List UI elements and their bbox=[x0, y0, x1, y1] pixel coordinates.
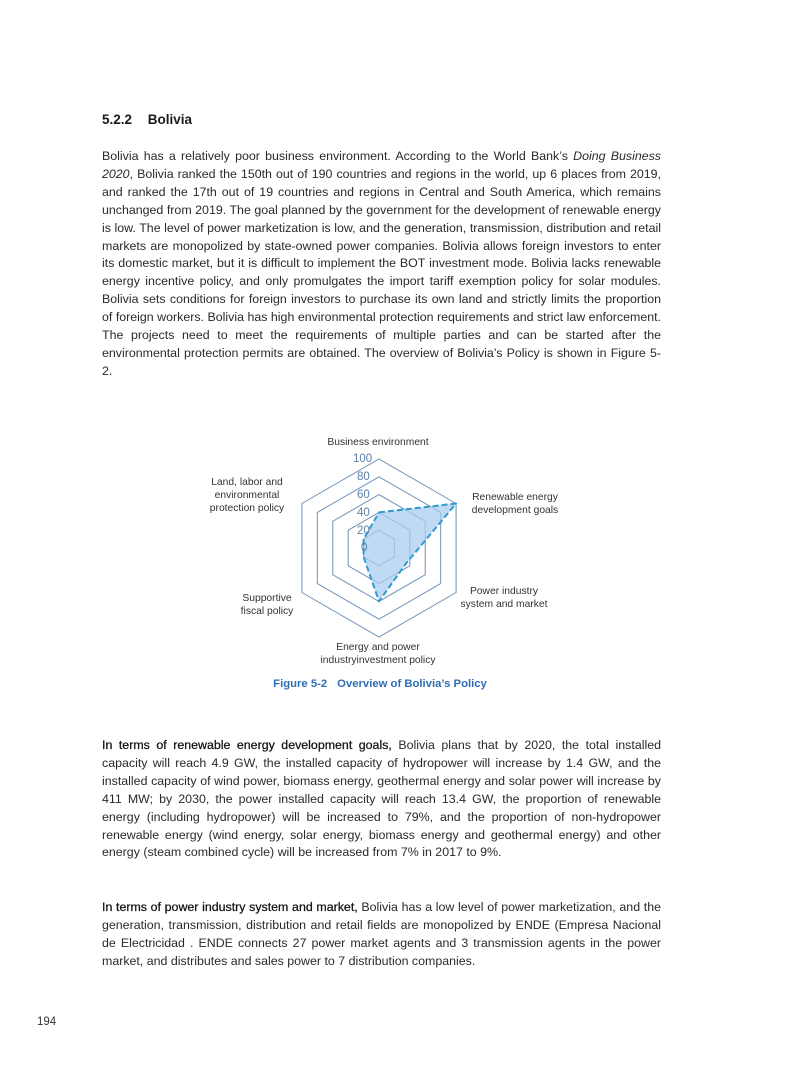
axis-label-line: Power industry bbox=[469, 586, 539, 597]
axis-label-line: environmental bbox=[214, 490, 280, 501]
paragraph-text: , Bolivia ranked the 150th out of 190 countries and regions in the world, up 6 places from 2019, and ranked the 17th out of 19 countries and regions in Central and South America, which remains unchanged from 2019. The goal planned by the government for the development of renewable energy is low. The level of power marketization is low, and the generation, transmission, distribution and retail markets are monopolized by state-owned power companies. Bolivia allows foreign investors to enter its domestic market, but it is difficult to implement the BOT investment mode. Bolivia lacks renewable energy incentive policy, and only promulgates the import tariff exemption policy for solar modules. Bolivia sets conditions for foreign investors to purchase its own land and strictly limits the proportion of foreign workers. Bolivia has high environmental protection requirements and strict law enforcement. The projects need to meet the requirements of multiple parties and can be started after the environmental protection permits are obtained. The overview of Bolivia’s Policy is shown in Figure 5-2. bbox=[102, 166, 661, 378]
radar-series-polygon bbox=[364, 504, 456, 602]
section-heading bbox=[102, 112, 192, 127]
radial-tick-80: 80 bbox=[357, 471, 370, 483]
paragraph-power-market bbox=[102, 899, 661, 971]
axis-label-energy-investment bbox=[308, 641, 448, 667]
radial-tick-60: 60 bbox=[357, 489, 370, 501]
radial-tick-20: 20 bbox=[357, 525, 370, 537]
axis-label-line: system and market bbox=[460, 599, 548, 610]
paragraph-business-environment bbox=[102, 148, 661, 381]
radar-chart bbox=[190, 430, 580, 670]
section-number: 5.2.2 bbox=[102, 112, 133, 127]
radial-tick-0: 0 bbox=[361, 542, 368, 554]
axis-label-power-industry bbox=[449, 585, 559, 611]
paragraph-text: Bolivia has a low level of power marketization, and the generation, transmission, distribution and retail fields are monopolized by ENDE (Empresa Nacional de Electricidad . ENDE connects 27 power market agents and 3 transmission agents in the power market, and distributes and sales power to 7 distribution companies. bbox=[102, 900, 661, 968]
axis-label-land-labor bbox=[192, 476, 302, 515]
axis-label-line: Renewable energy bbox=[472, 492, 558, 503]
axis-label-line: Land, labor and bbox=[211, 477, 283, 488]
axis-label-line: industryinvestment policy bbox=[320, 655, 436, 666]
paragraph-lead: In terms of renewable energy development goals, bbox=[102, 738, 392, 752]
axis-label-business-environment: Business environment bbox=[327, 437, 429, 448]
paragraph-text: Bolivia has a relatively poor business environment. According to the World Bank’s bbox=[102, 149, 574, 163]
figure-caption bbox=[0, 678, 760, 690]
axis-label-renewable-goals bbox=[460, 491, 570, 517]
page-number: 194 bbox=[37, 1016, 57, 1028]
radar-chart-svg bbox=[190, 430, 580, 670]
paragraph-text: Bolivia plans that by 2020, the total installed capacity will reach 4.9 GW, the installed capacity of hydropower will increase by 1.4 GW, and the installed capacity of wind power, biomass energy, geothermal energy and solar power will increase by 411 MW; by 2030, the power installed capacity will reach 13.4 GW, the proportion of renewable energy (including hydropower) will be increased to 79%, and the proportion of non-hydropower renewable energy (wind energy, solar energy, biomass energy and geothermal energy) and other energy (steam combined cycle) will be increased from 7% in 2017 to 9%. bbox=[102, 738, 661, 860]
figure-title: Overview of Bolivia’s Policy bbox=[337, 678, 487, 690]
paragraph-renewable-goals bbox=[102, 737, 661, 862]
report-title-italic: Doing Business 2020 bbox=[102, 149, 661, 181]
paragraph-lead: In terms of power industry system and market, bbox=[102, 900, 358, 914]
axis-label-line: development goals bbox=[471, 505, 559, 516]
axis-label-fiscal-policy bbox=[212, 592, 322, 618]
axis-label-line: protection policy bbox=[209, 503, 285, 514]
radial-tick-100: 100 bbox=[353, 453, 373, 465]
figure-number: Figure 5-2 bbox=[273, 678, 328, 690]
axis-label-line: Supportive bbox=[242, 593, 292, 604]
axis-label-line: fiscal policy bbox=[240, 606, 294, 617]
section-title: Bolivia bbox=[147, 112, 193, 127]
axis-label-line: Energy and power bbox=[336, 642, 420, 653]
radial-tick-40: 40 bbox=[357, 507, 370, 519]
